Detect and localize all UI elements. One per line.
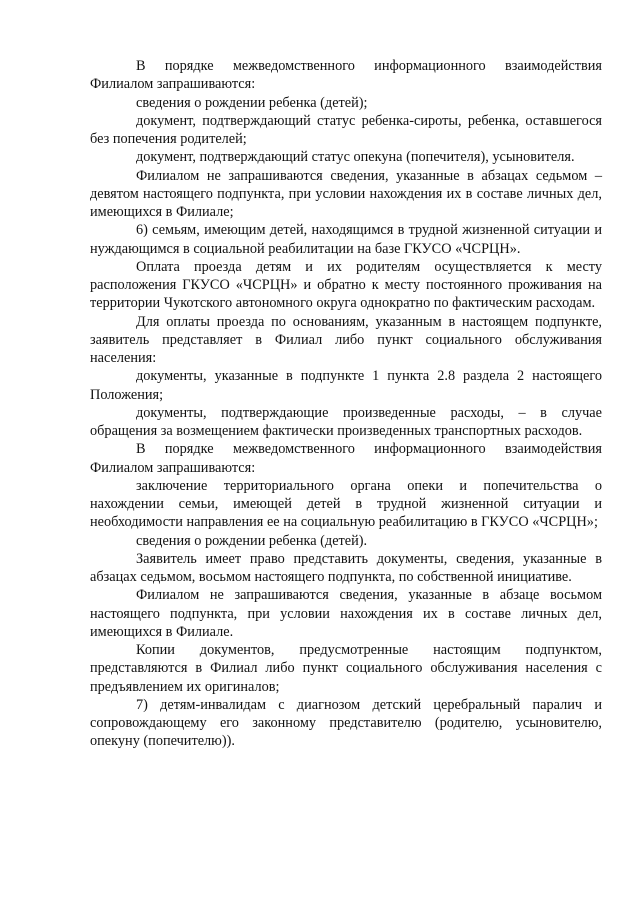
paragraph-not-requested-1: Филиалом не запрашиваются сведения, указанные в абзацах седьмом – девятом настоящего подпункта, при условии нахождения их в составе личных дел, имеющихся в Филиале; (90, 167, 602, 220)
paragraph-payment-grounds: Для оплаты проезда по основаниям, указанным в настоящем подпункте, заявитель представляет в Филиал либо пункт социального обслуживания населения: (90, 313, 602, 366)
paragraph-guardianship-conclusion: заключение территориального органа опеки и попечительства о нахождении семьи, имеющей детей в трудной жизненной ситуации и необходимости направления ее на социальную реабилитацию в ГКУСО «ЧСРЦН»; (90, 477, 602, 531)
paragraph-birth-info-1: сведения о рождении ребенка (детей); (136, 94, 368, 111)
paragraph-orphan-status-doc: документ, подтверждающий статус ребенка-сироты, ребенка, оставшегося без попечения родителей; (90, 112, 602, 147)
paragraph-applicant-right: Заявитель имеет право представить документы, сведения, указанные в абзацах седьмом, восьмом настоящего подпункта, по собственной инициативе. (90, 550, 602, 585)
document-page (90, 57, 602, 751)
paragraph-item-6: 6) семьям, имеющим детей, находящимся в трудной жизненной ситуации и нуждающимся в социальной реабилитации на базе ГКУСО «ЧСРЦН». (90, 222, 602, 257)
paragraph-guardian-status-doc: документ, подтверждающий статус опекуна (попечителя), усыновителя. (136, 149, 575, 166)
paragraph-document-copies: Копии документов, предусмотренные настоящим подпунктом, представляются в Филиал либо пункт социального обслуживания населения с предъявлением их оригиналов; (90, 642, 602, 695)
paragraph-mev-request-2: В порядке межведомственного информационного взаимодействия Филиалом запрашиваются: (90, 441, 602, 476)
paragraph-expense-docs: документы, подтверждающие произведенные расходы, – в случае обращения за возмещением фактически произведенных транспортных расходов. (90, 404, 602, 439)
paragraph-mev-request-1: В порядке межведомственного информационного взаимодействия Филиалом запрашиваются: (90, 58, 602, 93)
paragraph-docs-subitem-1: документы, указанные в подпункте 1 пункта 2.8 раздела 2 настоящего Положения; (90, 368, 602, 403)
paragraph-item-7: 7) детям-инвалидам с диагнозом детский церебральный паралич и сопровождающему его законному представителю (родителю, усыновителю, опекуну (попечителю)). (90, 696, 602, 750)
paragraph-birth-info-2: сведения о рождении ребенка (детей). (136, 532, 368, 549)
paragraph-not-requested-2: Филиалом не запрашиваются сведения, указанные в абзаце восьмом настоящего подпункта, при условии нахождения их в составе личных дел, имеющихся в Филиале. (90, 587, 602, 640)
paragraph-travel-payment: Оплата проезда детям и их родителям осуществляется к месту расположения ГКУСО «ЧСРЦН» и обратно к месту постоянного проживания на территории Чукотского автономного округа однократно по фактическим расходам. (90, 258, 602, 312)
